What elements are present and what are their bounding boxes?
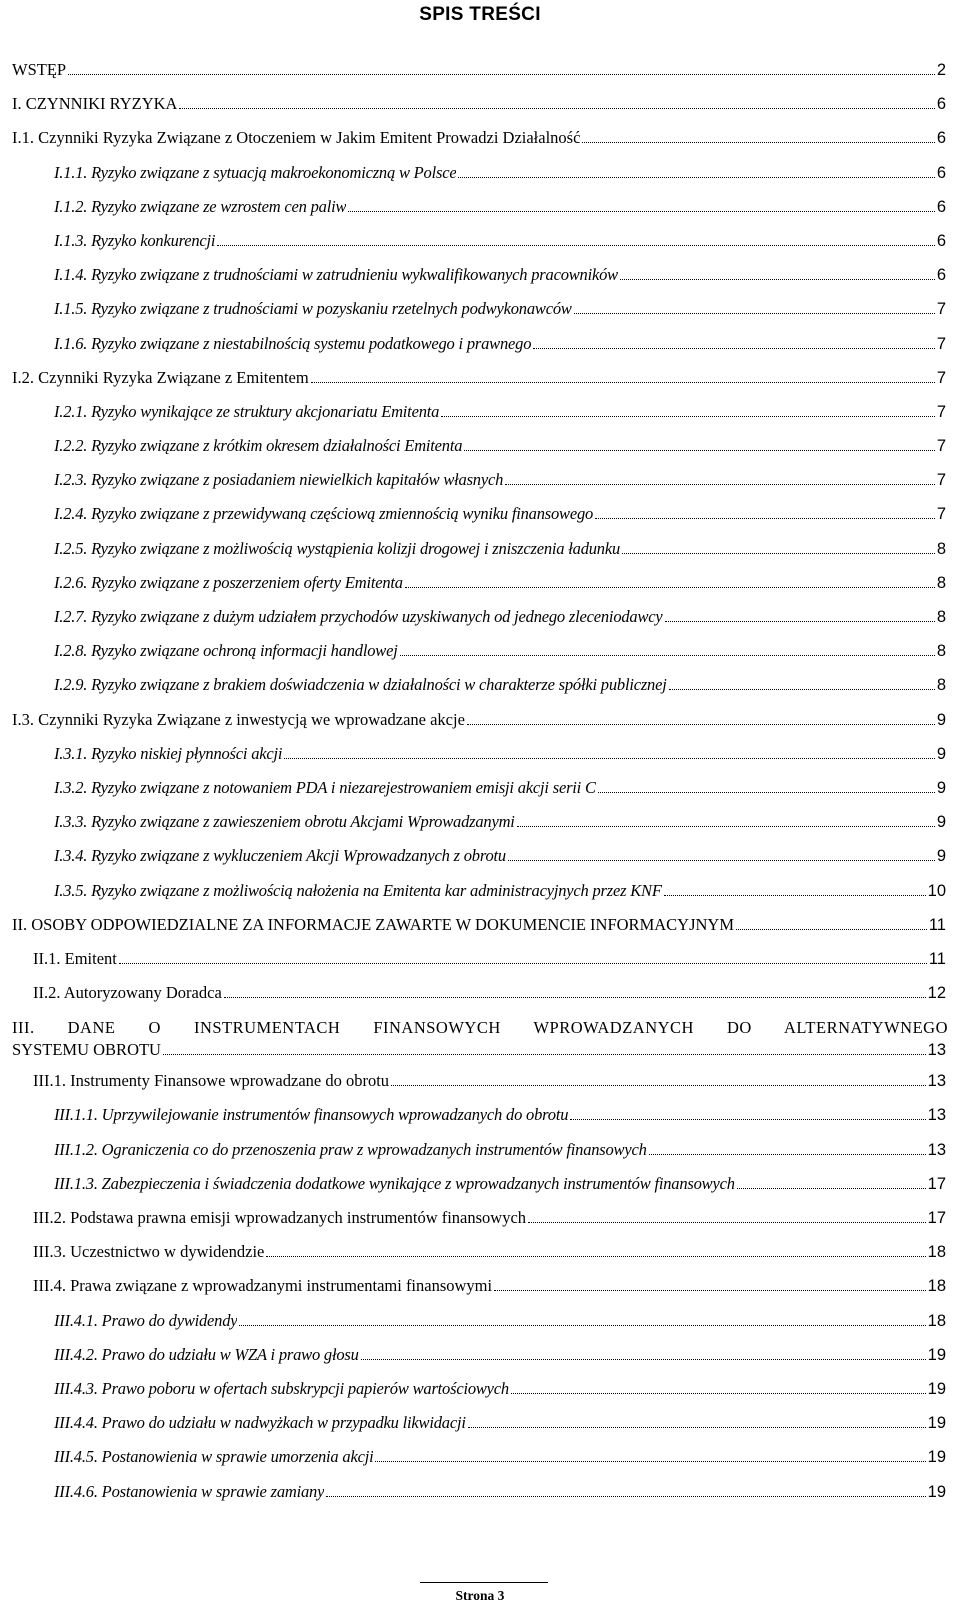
toc-entry[interactable] xyxy=(12,334,948,368)
toc-entry[interactable] xyxy=(12,539,948,573)
toc-entry-text: II.2. Autoryzowany Doradca xyxy=(33,983,222,1003)
dot-leader xyxy=(528,1221,926,1223)
dot-leader xyxy=(179,107,934,109)
toc-page-number: 7 xyxy=(936,437,946,456)
toc-page-number: 7 xyxy=(936,368,946,387)
toc-entry-text: III. DANE O INSTRUMENTACH FINANSOWYCH WPROWADZANYCH DO ALTERNATYWNEGO xyxy=(12,1018,948,1038)
toc-entry[interactable] xyxy=(12,1379,948,1413)
toc-entry-text: I.2.4. Ryzyko związane z przewidywaną częściową zmiennością wyniku finansowego xyxy=(54,504,594,524)
toc-entry[interactable] xyxy=(12,915,948,949)
toc-entry-text-continued: SYSTEMU OBROTU xyxy=(12,1040,161,1060)
toc-entry-text: I.2.9. Ryzyko związane z brakiem doświadczenia w działalności w charakterze spółki publicznej xyxy=(54,675,667,695)
table-of-contents xyxy=(12,60,948,1516)
toc-page-number: 2 xyxy=(936,61,946,79)
dot-leader xyxy=(505,483,935,485)
toc-entry-text: III.4.4. Prawo do udziału w nadwyżkach w przypadku likwidacji xyxy=(54,1413,466,1433)
toc-page-number: 19 xyxy=(927,1448,946,1467)
toc-entry[interactable] xyxy=(12,231,948,265)
dot-leader xyxy=(511,1392,926,1394)
toc-entry-text: III.1.1. Uprzywilejowanie instrumentów finansowych wprowadzanych do obrotu xyxy=(54,1105,569,1125)
toc-entry-text: III.3. Uczestnictwo w dywidendzie xyxy=(33,1242,265,1262)
dot-leader xyxy=(595,517,935,519)
dot-leader xyxy=(494,1289,926,1291)
toc-page-number: 9 xyxy=(936,847,946,866)
dot-leader xyxy=(517,825,935,827)
toc-entry[interactable] xyxy=(12,675,948,709)
toc-entry[interactable] xyxy=(12,368,948,402)
toc-entry[interactable] xyxy=(12,1482,948,1516)
toc-entry-text: I. CZYNNIKI RYZYKA xyxy=(12,94,178,114)
toc-entry-text: I.3.1. Ryzyko niskiej płynności akcji xyxy=(54,743,283,763)
dot-leader xyxy=(574,312,935,314)
toc-page-number: 19 xyxy=(927,1482,946,1501)
toc-entry[interactable] xyxy=(12,949,948,983)
toc-entry[interactable] xyxy=(12,1017,948,1071)
toc-entry-text: I.2. Czynniki Ryzyka Związane z Emitentem xyxy=(12,367,309,387)
toc-entry-text: III.4.3. Prawo poboru w ofertach subskrypcji papierów wartościowych xyxy=(54,1378,509,1398)
dot-leader xyxy=(508,859,935,861)
toc-page-number: 6 xyxy=(936,129,946,148)
dot-leader xyxy=(736,928,927,930)
toc-entry-text: I.1. Czynniki Ryzyka Związane z Otoczeniem w Jakim Emitent Prowadzi Działalność xyxy=(12,128,581,148)
toc-page-number: 19 xyxy=(927,1379,946,1398)
toc-entry[interactable] xyxy=(12,1413,948,1447)
toc-entry[interactable] xyxy=(12,197,948,231)
page-footer: Strona 3 xyxy=(455,1588,505,1603)
dot-leader xyxy=(266,1255,925,1257)
toc-entry-text: I.1.2. Ryzyko związane ze wzrostem cen paliw xyxy=(54,196,347,216)
toc-entry[interactable] xyxy=(12,94,948,128)
toc-entry[interactable] xyxy=(12,128,948,162)
toc-entry[interactable] xyxy=(12,1276,948,1310)
toc-entry-text: I.1.6. Ryzyko związane z niestabilnością systemu podatkowego i prawnego xyxy=(54,333,532,353)
toc-entry-text: I.2.7. Ryzyko związane z dużym udziałem przychodów uzyskiwanych od jednego zleceniodawcy xyxy=(54,607,663,626)
toc-entry-text: I.3.3. Ryzyko związane z zawieszeniem obrotu Akcjami Wprowadzanymi xyxy=(54,812,515,832)
toc-page-number: 17 xyxy=(927,1209,946,1227)
toc-entry[interactable] xyxy=(12,163,948,197)
toc-entry[interactable] xyxy=(12,1345,948,1379)
toc-entry[interactable] xyxy=(12,607,948,641)
toc-entry-text: III.2. Podstawa prawna emisji wprowadzanych instrumentów finansowych xyxy=(33,1208,527,1227)
toc-entry-text: I.2.5. Ryzyko związane z możliwością wystąpienia kolizji drogowej i zniszczenia ładunku xyxy=(54,538,621,558)
toc-entry-text: I.2.6. Ryzyko związane z poszerzeniem oferty Emitenta xyxy=(54,572,403,592)
toc-entry[interactable] xyxy=(12,470,948,504)
dot-leader xyxy=(400,654,935,656)
toc-entry-text: II.1. Emitent xyxy=(33,948,117,968)
toc-page-number: 6 xyxy=(936,95,946,114)
toc-entry[interactable] xyxy=(12,573,948,607)
dot-leader xyxy=(622,552,935,554)
toc-page-number: 11 xyxy=(928,915,946,934)
dot-leader xyxy=(664,894,926,896)
toc-page-number: 9 xyxy=(936,778,946,797)
toc-page-number: 9 xyxy=(936,710,946,729)
toc-entry[interactable] xyxy=(12,1242,948,1276)
dot-leader xyxy=(441,415,935,417)
page-title: SPIS TREŚCI xyxy=(419,4,541,25)
dot-leader xyxy=(284,757,935,759)
toc-page-number: 7 xyxy=(936,334,946,353)
toc-entry[interactable] xyxy=(12,1208,948,1242)
toc-page-number: 8 xyxy=(936,573,946,592)
toc-page-number: 6 xyxy=(936,197,946,216)
dot-leader xyxy=(669,688,935,690)
dot-leader xyxy=(620,278,935,280)
toc-entry[interactable] xyxy=(12,1140,948,1174)
toc-page-number: 6 xyxy=(936,266,946,285)
toc-entry[interactable] xyxy=(12,641,948,675)
toc-page-number: 13 xyxy=(927,1106,946,1125)
toc-entry[interactable] xyxy=(12,504,948,538)
toc-entry[interactable] xyxy=(12,881,948,915)
toc-entry[interactable] xyxy=(12,60,948,94)
dot-leader xyxy=(239,1324,925,1326)
toc-page-number: 13 xyxy=(927,1072,946,1091)
toc-page-number: 13 xyxy=(927,1041,946,1060)
footer-divider xyxy=(420,1582,548,1583)
toc-entry[interactable] xyxy=(12,436,948,470)
toc-entry-text: I.1.4. Ryzyko związane z trudnościami w zatrudnieniu wykwalifikowanych pracowników xyxy=(54,265,618,285)
dot-leader xyxy=(665,620,935,622)
toc-page-number: 12 xyxy=(927,984,946,1003)
dot-leader xyxy=(467,723,935,725)
toc-page-number: 6 xyxy=(936,231,946,250)
dot-leader xyxy=(217,244,934,246)
dot-leader xyxy=(224,996,926,998)
dot-leader xyxy=(570,1118,925,1120)
dot-leader xyxy=(468,1426,926,1428)
toc-entry[interactable] xyxy=(12,1447,948,1481)
dot-leader xyxy=(68,73,935,75)
toc-page-number: 7 xyxy=(936,402,946,421)
toc-entry[interactable] xyxy=(12,265,948,299)
toc-entry[interactable] xyxy=(12,402,948,436)
toc-page-number: 18 xyxy=(927,1243,946,1262)
toc-page-number: 18 xyxy=(927,1277,946,1296)
dot-leader xyxy=(598,791,935,793)
toc-page-number: 18 xyxy=(927,1311,946,1330)
toc-page-number: 13 xyxy=(927,1140,946,1159)
toc-page-number: 10 xyxy=(927,881,946,900)
toc-entry[interactable] xyxy=(12,778,948,812)
toc-page-number: 8 xyxy=(936,539,946,558)
toc-entry-text: WSTĘP xyxy=(12,60,67,79)
toc-entry[interactable] xyxy=(12,812,948,846)
dot-leader xyxy=(649,1153,926,1155)
toc-entry[interactable] xyxy=(12,1105,948,1139)
dot-leader xyxy=(163,1053,926,1055)
toc-entry[interactable] xyxy=(12,744,948,778)
toc-entry-text: I.2.3. Ryzyko związane z posiadaniem niewielkich kapitałów własnych xyxy=(54,470,504,490)
toc-entry[interactable] xyxy=(12,1311,948,1345)
toc-entry-text: I.2.8. Ryzyko związane ochroną informacji handlowej xyxy=(54,641,398,661)
toc-page-number: 8 xyxy=(936,676,946,695)
dot-leader xyxy=(361,1358,926,1360)
toc-entry-text: I.1.5. Ryzyko związane z trudnościami w pozyskaniu rzetelnych podwykonawców xyxy=(54,299,572,319)
toc-entry[interactable] xyxy=(12,710,948,744)
toc-page-number: 11 xyxy=(928,949,946,968)
dot-leader xyxy=(582,141,934,143)
toc-entry-text: III.1.3. Zabezpieczenia i świadczenia dodatkowe wynikające z wprowadzanych instrumentów finansowych xyxy=(54,1173,735,1193)
toc-entry[interactable] xyxy=(12,846,948,880)
toc-page-number: 19 xyxy=(927,1345,946,1364)
toc-page-number: 17 xyxy=(927,1174,946,1193)
toc-entry[interactable] xyxy=(12,1174,948,1208)
toc-entry-text: III.4.5. Postanowienia w sprawie umorzenia akcji xyxy=(54,1447,374,1467)
toc-entry-text: I.3. Czynniki Ryzyka Związane z inwestycją we wprowadzane akcje xyxy=(12,709,465,729)
toc-page-number: 9 xyxy=(936,744,946,763)
toc-entry-text: III.1.2. Ograniczenia co do przenoszenia praw z wprowadzanych instrumentów finansowych xyxy=(54,1139,647,1159)
dot-leader xyxy=(464,449,935,451)
dot-leader xyxy=(326,1495,925,1497)
dot-leader xyxy=(391,1084,926,1086)
toc-page-number: 19 xyxy=(927,1414,946,1433)
toc-entry-text: II. OSOBY ODPOWIEDZIALNE ZA INFORMACJE ZAWARTE W DOKUMENCIE INFORMACYJNYM xyxy=(12,914,734,934)
toc-entry-text: I.2.1. Ryzyko wynikające ze struktury akcjonariatu Emitenta xyxy=(54,401,440,421)
toc-entry[interactable] xyxy=(12,299,948,333)
toc-page-number: 7 xyxy=(936,300,946,319)
toc-entry-text: I.1.1. Ryzyko związane z sytuacją makroekonomiczną w Polsce xyxy=(54,162,457,182)
toc-entry-text: I.1.3. Ryzyko konkurencji xyxy=(54,230,216,250)
dot-leader xyxy=(119,962,927,964)
toc-entry-text: I.3.2. Ryzyko związane z notowaniem PDA i niezarejestrowaniem emisji akcji serii C xyxy=(54,777,596,797)
dot-leader xyxy=(375,1460,925,1462)
toc-page-number: 8 xyxy=(936,642,946,661)
toc-entry-text: III.4. Prawa związane z wprowadzanymi instrumentami finansowymi xyxy=(33,1276,493,1296)
toc-entry-text: III.4.6. Postanowienia w sprawie zamiany xyxy=(54,1481,325,1501)
toc-entry[interactable] xyxy=(12,983,948,1017)
dot-leader xyxy=(458,176,934,178)
toc-page-number: 9 xyxy=(936,813,946,832)
toc-page-number: 8 xyxy=(936,608,946,626)
toc-entry[interactable] xyxy=(12,1071,948,1105)
toc-entry-text: III.1. Instrumenty Finansowe wprowadzane do obrotu xyxy=(33,1071,390,1091)
dot-leader xyxy=(533,347,935,349)
toc-entry-text: III.4.2. Prawo do udziału w WZA i prawo głosu xyxy=(54,1344,359,1364)
dot-leader xyxy=(311,381,935,383)
toc-entry-text: I.3.5. Ryzyko związane z możliwością nałożenia na Emitenta kar administracyjnych przez KNF xyxy=(54,880,662,900)
dot-leader xyxy=(405,586,935,588)
toc-entry-text: I.2.2. Ryzyko związane z krótkim okresem działalności Emitenta xyxy=(54,436,463,456)
toc-page-number: 6 xyxy=(936,163,946,182)
toc-page-number: 7 xyxy=(936,505,946,524)
dot-leader xyxy=(737,1187,926,1189)
toc-page-number: 7 xyxy=(936,471,946,490)
toc-entry-text: III.4.1. Prawo do dywidendy xyxy=(54,1310,238,1330)
toc-entry-text: I.3.4. Ryzyko związane z wykluczeniem Akcji Wprowadzanych z obrotu xyxy=(54,846,506,866)
dot-leader xyxy=(348,210,935,212)
